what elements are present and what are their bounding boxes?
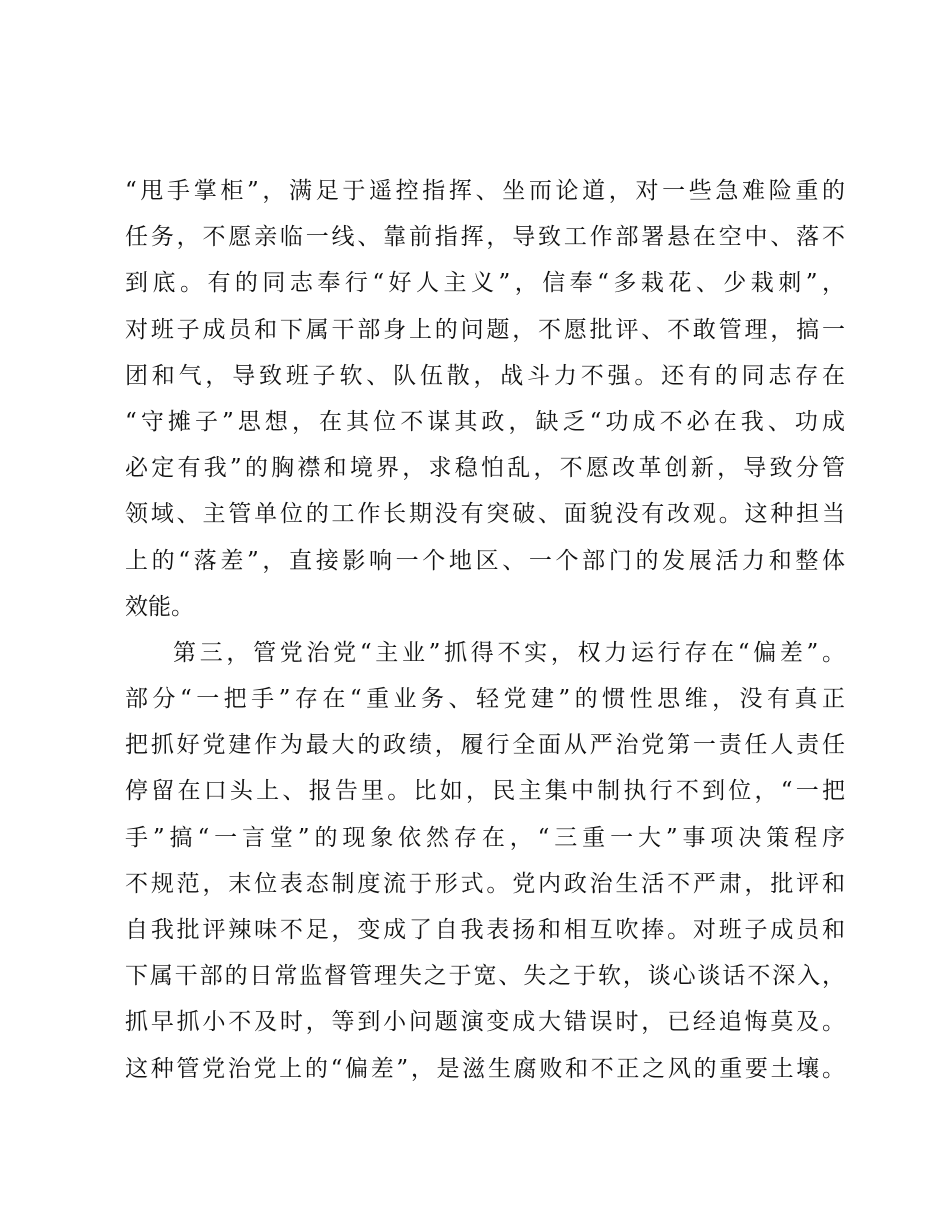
text-line: 这种管党治党上的“偏差”，是滋生腐败和不正之风的重要土壤。 [125, 1055, 845, 1082]
text-line: 效能。 [125, 593, 194, 620]
text-line: 停留在口头上、报告里。比如，民主集中制执行不到位，“一把 [125, 778, 845, 805]
text-line: 必定有我”的胸襟和境界，求稳怕乱，不愿改革创新，导致分管 [125, 455, 845, 482]
text-line: “守摊子”思想，在其位不谋其政，缺乏“功成不必在我、功成 [125, 408, 845, 435]
body-text [125, 168, 845, 1092]
text-line: 把抓好党建作为最大的政绩，履行全面从严治党第一责任人责任 [125, 732, 845, 759]
text-line: 下属干部的日常监督管理失之于宽、失之于软，谈心谈话不深入， [125, 963, 845, 990]
text-line: 部分“一把手”存在“重业务、轻党建”的惯性思维，没有真正 [125, 686, 845, 713]
text-line: 上的“落差”，直接影响一个地区、一个部门的发展活力和整体 [125, 547, 845, 574]
text-line: “甩手掌柜”，满足于遥控指挥、坐而论道，对一些急难险重的 [125, 178, 845, 204]
paragraph-heading-line: 第三，管党治党“主业”抓得不实，权力运行存在“偏差”。 [173, 639, 845, 666]
text-line: 领域、主管单位的工作长期没有突破、面貌没有改观。这种担当 [125, 501, 845, 528]
text-line: 团和气，导致班子软、队伍散，战斗力不强。还有的同志存在 [125, 362, 845, 389]
text-line: 手”搞“一言堂”的现象依然存在，“三重一大”事项决策程序 [125, 824, 845, 851]
text-line: 自我批评辣味不足，变成了自我表扬和相互吹捧。对班子成员和 [125, 917, 845, 943]
text-line: 不规范，末位表态制度流于形式。党内政治生活不严肃，批评和 [125, 870, 845, 897]
text-line: 抓早抓小不及时，等到小问题演变成大错误时，已经追悔莫及。 [125, 1009, 845, 1036]
text-line: 到底。有的同志奉行“好人主义”，信奉“多栽花、少栽刺”， [125, 270, 845, 297]
text-line: 对班子成员和下属干部身上的问题，不愿批评、不敢管理，搞一 [125, 316, 845, 343]
text-line: 任务，不愿亲临一线、靠前指挥，导致工作部署悬在空中、落不 [125, 224, 845, 251]
